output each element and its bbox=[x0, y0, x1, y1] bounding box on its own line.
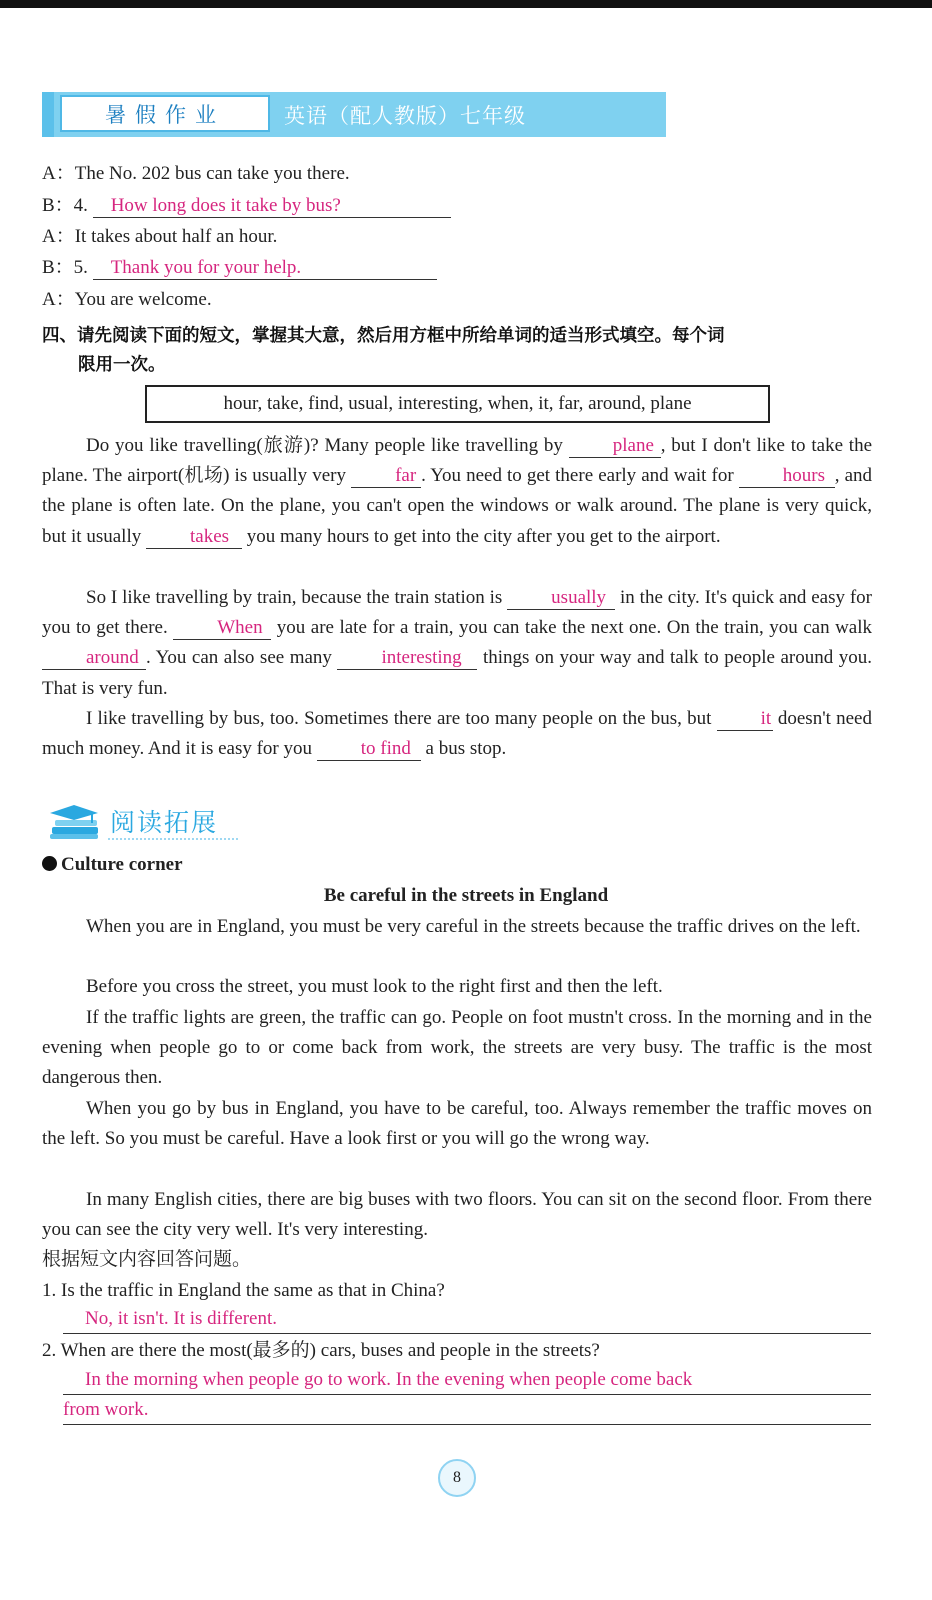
question-instruction: 根据短文内容回答问题。 bbox=[42, 1249, 252, 1270]
dialogue-line-1 bbox=[42, 162, 350, 186]
speaker: A： bbox=[42, 226, 75, 247]
answer-2-line-2: from work. bbox=[63, 1396, 871, 1425]
blank-2: far bbox=[351, 465, 421, 488]
blank-1: plane bbox=[569, 435, 661, 458]
culture-paragraph-3: If the traffic lights are green, the traffic can go. People on foot mustn't cross. In the morning and in the evening when people go to or come back from work, the streets are very busy. The traffic is the most dangerous then. bbox=[42, 1007, 872, 1089]
passage-paragraph-2 bbox=[42, 583, 872, 704]
culture-paragraph-4: When you go by bus in England, you have to be careful, too. Always remember the traffic moves on the left. So you must be careful. Have a look first or you will go the wrong way. bbox=[42, 1098, 872, 1150]
answer-blank-5: Thank you for your help. bbox=[93, 257, 437, 280]
blank-7: around bbox=[42, 647, 146, 670]
culture-paragraph-5: In many English cities, there are big buses with two floors. You can sit on the second floor. From there you can see the city very well. It's very interesting. bbox=[42, 1189, 872, 1241]
passage-text: . You need to get there early and wait for bbox=[421, 465, 734, 487]
section-underline bbox=[108, 838, 238, 840]
blank-5: usually bbox=[507, 587, 615, 610]
passage-text: . You can also see many bbox=[146, 647, 332, 669]
culture-label-text: Culture corner bbox=[61, 854, 183, 875]
passage-text: I like travelling by bus, too. Sometimes there are too many people on the bus, but bbox=[86, 708, 712, 729]
answer-1: No, it isn't. It is different. bbox=[63, 1305, 871, 1334]
blank-9: it bbox=[717, 708, 773, 731]
speaker: A： bbox=[42, 289, 75, 310]
blank-6: When bbox=[173, 617, 271, 640]
passage-text: you many hours to get into the city after you get to the airport. bbox=[246, 525, 721, 547]
dialogue-text: The No. 202 bus can take you there. bbox=[74, 163, 350, 184]
answer-blank-4: How long does it take by bus? bbox=[93, 195, 451, 218]
passage-text: , but I don't like to take the plane. The airport(机场) is usually very bbox=[42, 435, 873, 487]
passage-text: , and the plane is often late. On the plane, you can't open the windows or walk around. The plane is very quick, but it usually bbox=[42, 465, 873, 547]
passage-text: So I like travelling by train, because the train station is bbox=[86, 587, 503, 608]
section-title: 阅读拓展 bbox=[110, 808, 219, 837]
dialogue-line-4 bbox=[42, 256, 437, 280]
dialogue-line-5 bbox=[42, 288, 212, 312]
page-header bbox=[42, 92, 666, 137]
header-left-label: 暑假作业 bbox=[60, 95, 270, 132]
dialogue-line-2 bbox=[42, 194, 451, 218]
task-line-2: 限用一次。 bbox=[78, 355, 166, 375]
books-icon bbox=[46, 803, 102, 841]
passage-text: a bus stop. bbox=[425, 738, 507, 760]
speaker: B：4. bbox=[42, 195, 88, 216]
blank-10: to find bbox=[317, 738, 421, 761]
passage-text: in the city. It's quick and easy for you to get there. bbox=[42, 587, 872, 639]
passage-text: things on your way and talk to people around you. That is very fun. bbox=[42, 647, 873, 699]
passage-paragraph-3 bbox=[42, 704, 872, 764]
blank-8: interesting bbox=[337, 647, 477, 670]
bullet-icon bbox=[42, 856, 57, 871]
header-title: 英语（配人教版）七年级 bbox=[284, 103, 526, 128]
dialogue-line-3 bbox=[42, 225, 277, 249]
header-strip bbox=[42, 92, 54, 137]
passage-text: doesn't need much money. And it is easy for you bbox=[42, 708, 872, 760]
culture-corner-label bbox=[42, 854, 183, 876]
passage-text: Do you like travelling(旅游)? Many people like travelling by bbox=[86, 435, 563, 456]
culture-paragraph-2: Before you cross the street, you must look to the right first and then the left. bbox=[86, 976, 663, 997]
question-2: 2. When are there the most(最多的) cars, buses and people in the streets? bbox=[42, 1340, 600, 1361]
page-number: 8 bbox=[438, 1459, 476, 1497]
blank-3: hours bbox=[739, 465, 835, 488]
story-title: Be careful in the streets in England bbox=[323, 885, 609, 906]
passage-paragraph-1 bbox=[42, 431, 872, 552]
task-instruction bbox=[42, 322, 892, 380]
question-1: 1. Is the traffic in England the same as that in China? bbox=[42, 1280, 445, 1301]
dialogue-text: You are welcome. bbox=[74, 289, 212, 310]
blank-4: takes bbox=[146, 526, 242, 549]
passage-text: you are late for a train, you can take the next one. On the train, you can walk bbox=[276, 617, 873, 639]
task-line-1: 四、请先阅读下面的短文，掌握其大意，然后用方框中所给单词的适当形式填空。每个词 bbox=[42, 326, 725, 346]
top-border bbox=[0, 0, 932, 8]
speaker: A： bbox=[42, 163, 75, 184]
answer-2-line-1: In the morning when people go to work. In the evening when people come back bbox=[63, 1366, 871, 1395]
dialogue-text: It takes about half an hour. bbox=[74, 226, 278, 247]
speaker: B：5. bbox=[42, 257, 88, 278]
word-box: hour, take, find, usual, interesting, when, it, far, around, plane bbox=[145, 385, 770, 423]
culture-paragraph-1: When you are in England, you must be very careful in the streets because the traffic drives on the left. bbox=[86, 916, 861, 937]
